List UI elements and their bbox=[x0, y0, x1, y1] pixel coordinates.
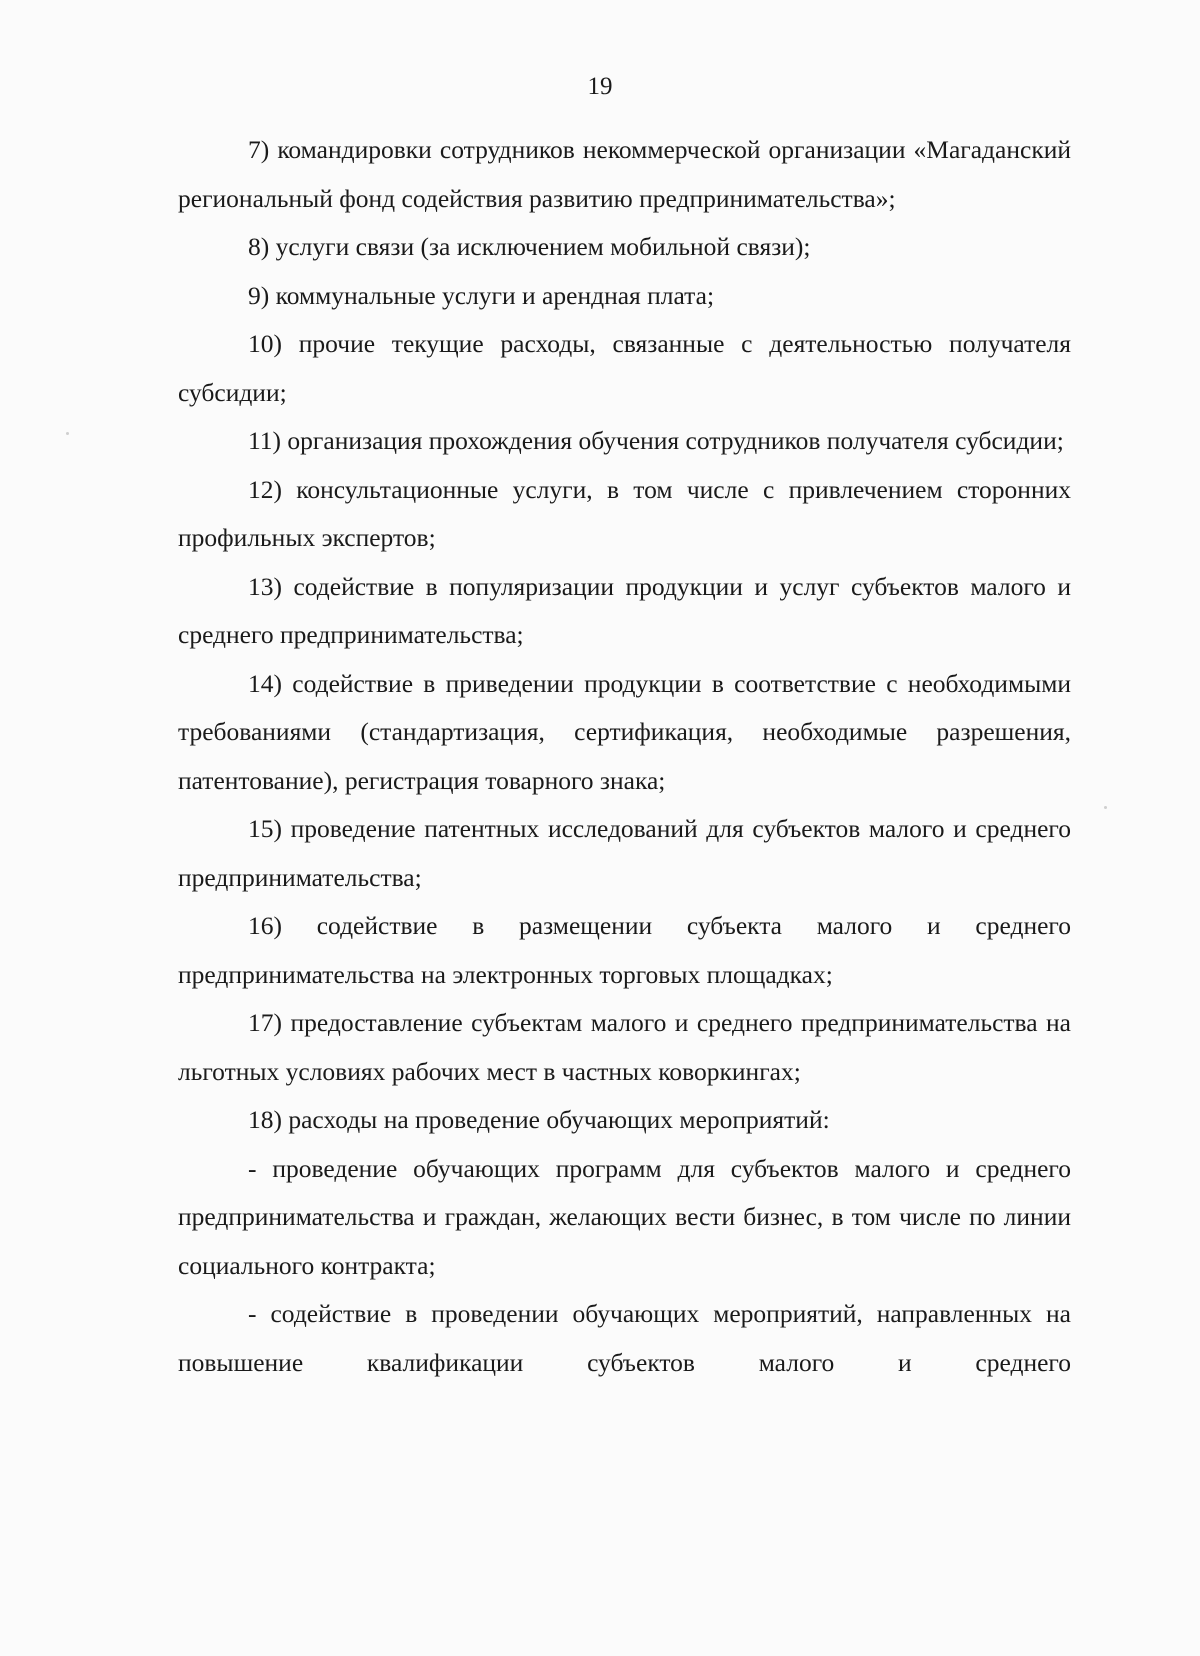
sub-item-training-events: - содействие в проведении обучающих мероприятий, направленных на повышение квалификации субъектов малого и среднего bbox=[178, 1299, 1071, 1377]
scan-speck bbox=[1104, 806, 1107, 809]
list-item-12: 12) консультационные услуги, в том числе с привлечением сторонних профильных экспертов; bbox=[178, 474, 1071, 552]
document-body bbox=[178, 126, 1071, 1387]
list-item-7: 7) командировки сотрудников некоммерческой организации «Магаданский региональный фонд содействия развитию предпринимательства»; bbox=[178, 135, 1071, 213]
list-item-13: 13) содействие в популяризации продукции и услуг субъектов малого и среднего предпринимательства; bbox=[178, 571, 1071, 649]
list-item-15: 15) проведение патентных исследований для субъектов малого и среднего предпринимательства; bbox=[178, 814, 1071, 892]
sub-item-training-programs: - проведение обучающих программ для субъектов малого и среднего предпринимательства и граждан, желающих вести бизнес, в том числе по линии социального контракта; bbox=[178, 1153, 1071, 1280]
list-item-11: 11) организация прохождения обучения сотрудников получателя субсидии; bbox=[248, 426, 1064, 455]
list-item-14: 14) содействие в приведении продукции в соответствие с необходимыми требованиями (стандартизация, сертификация, необходимые разрешения, патентование), регистрация товарного знака; bbox=[178, 668, 1071, 795]
list-item-17: 17) предоставление субъектам малого и среднего предпринимательства на льготных условиях рабочих мест в частных коворкингах; bbox=[178, 1008, 1071, 1086]
list-item-16: 16) содействие в размещении субъекта малого и среднего предпринимательства на электронных торговых площадках; bbox=[178, 911, 1071, 989]
list-item-10: 10) прочие текущие расходы, связанные с деятельностью получателя субсидии; bbox=[178, 329, 1071, 407]
scan-speck bbox=[66, 432, 69, 435]
list-item-9: 9) коммунальные услуги и арендная плата; bbox=[248, 280, 715, 310]
list-item-8: 8) услуги связи (за исключением мобильной связи); bbox=[248, 232, 811, 261]
list-item-18: 18) расходы на проведение обучающих мероприятий: bbox=[248, 1105, 830, 1134]
page-number: 19 bbox=[587, 73, 613, 100]
